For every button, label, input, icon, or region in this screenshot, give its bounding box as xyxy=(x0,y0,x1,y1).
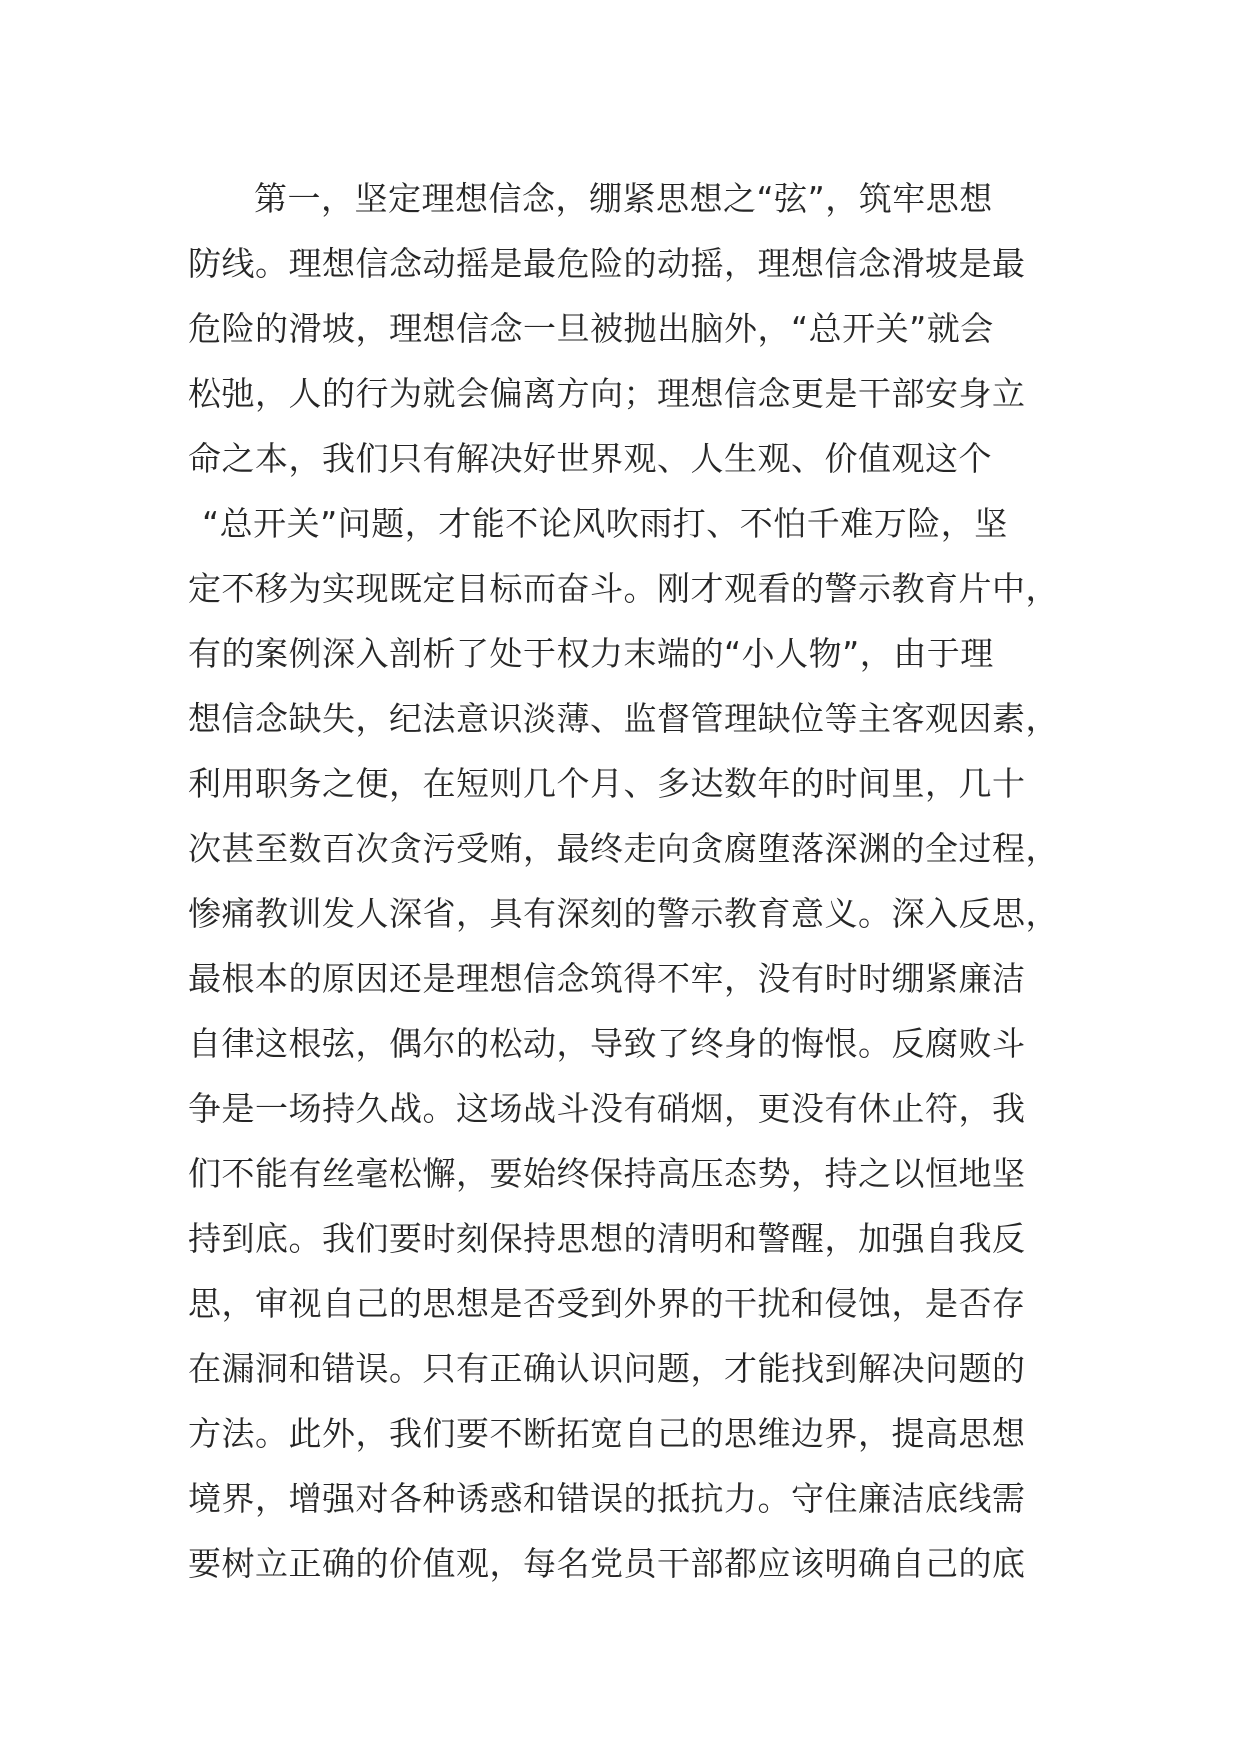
paragraph-line: 次甚至数百次贪污受贿，最终走向贪腐堕落深渊的全过程， xyxy=(188,829,1059,868)
paragraph-line: 利用职务之便，在短则几个月、多达数年的时间里，几十 xyxy=(188,764,1026,803)
paragraph-line: 想信念缺失，纪法意识淡薄、监督管理缺位等主客观因素， xyxy=(188,699,1059,738)
paragraph-line: 松弛，人的行为就会偏离方向；理想信念更是干部安身立 xyxy=(188,374,1026,413)
paragraph-line: 自律这根弦，偶尔的松动，导致了终身的悔恨。反腐败斗 xyxy=(188,1024,1026,1063)
body-paragraph xyxy=(188,166,1068,1596)
paragraph-line: 持到底。我们要时刻保持思想的清明和警醒，加强自我反 xyxy=(188,1219,1026,1258)
paragraph-line: 第一，坚定理想信念，绷紧思想之“弦”，筑牢思想 xyxy=(254,179,993,218)
paragraph-line: “总开关”问题，才能不论风吹雨打、不怕千难万险，坚 xyxy=(202,504,1008,543)
paragraph-line: 方法。此外，我们要不断拓宽自己的思维边界，提高思想 xyxy=(188,1414,1026,1453)
paragraph-line: 有的案例深入剖析了处于权力末端的“小人物”，由于理 xyxy=(188,634,994,673)
paragraph-line: 定不移为实现既定目标而奋斗。刚才观看的警示教育片中， xyxy=(188,569,1059,608)
paragraph-line: 们不能有丝毫松懈，要始终保持高压态势，持之以恒地坚 xyxy=(188,1154,1026,1193)
paragraph-line: 最根本的原因还是理想信念筑得不牢，没有时时绷紧廉洁 xyxy=(188,959,1026,998)
paragraph-line: 惨痛教训发人深省，具有深刻的警示教育意义。深入反思， xyxy=(188,894,1059,933)
paragraph-line: 要树立正确的价值观，每名党员干部都应该明确自己的底 xyxy=(188,1544,1026,1583)
paragraph-line: 防线。理想信念动摇是最危险的动摇，理想信念滑坡是最 xyxy=(188,244,1026,283)
paragraph-line: 思，审视自己的思想是否受到外界的干扰和侵蚀，是否存 xyxy=(188,1284,1026,1323)
paragraph-line: 境界，增强对各种诱惑和错误的抵抗力。守住廉洁底线需 xyxy=(188,1479,1026,1518)
paragraph-line: 在漏洞和错误。只有正确认识问题，才能找到解决问题的 xyxy=(188,1349,1026,1388)
paragraph-line: 争是一场持久战。这场战斗没有硝烟，更没有休止符，我 xyxy=(188,1089,1026,1128)
paragraph-line: 危险的滑坡，理想信念一旦被抛出脑外，“总开关”就会 xyxy=(188,309,994,348)
paragraph-line: 命之本，我们只有解决好世界观、人生观、价值观这个 xyxy=(188,439,992,478)
